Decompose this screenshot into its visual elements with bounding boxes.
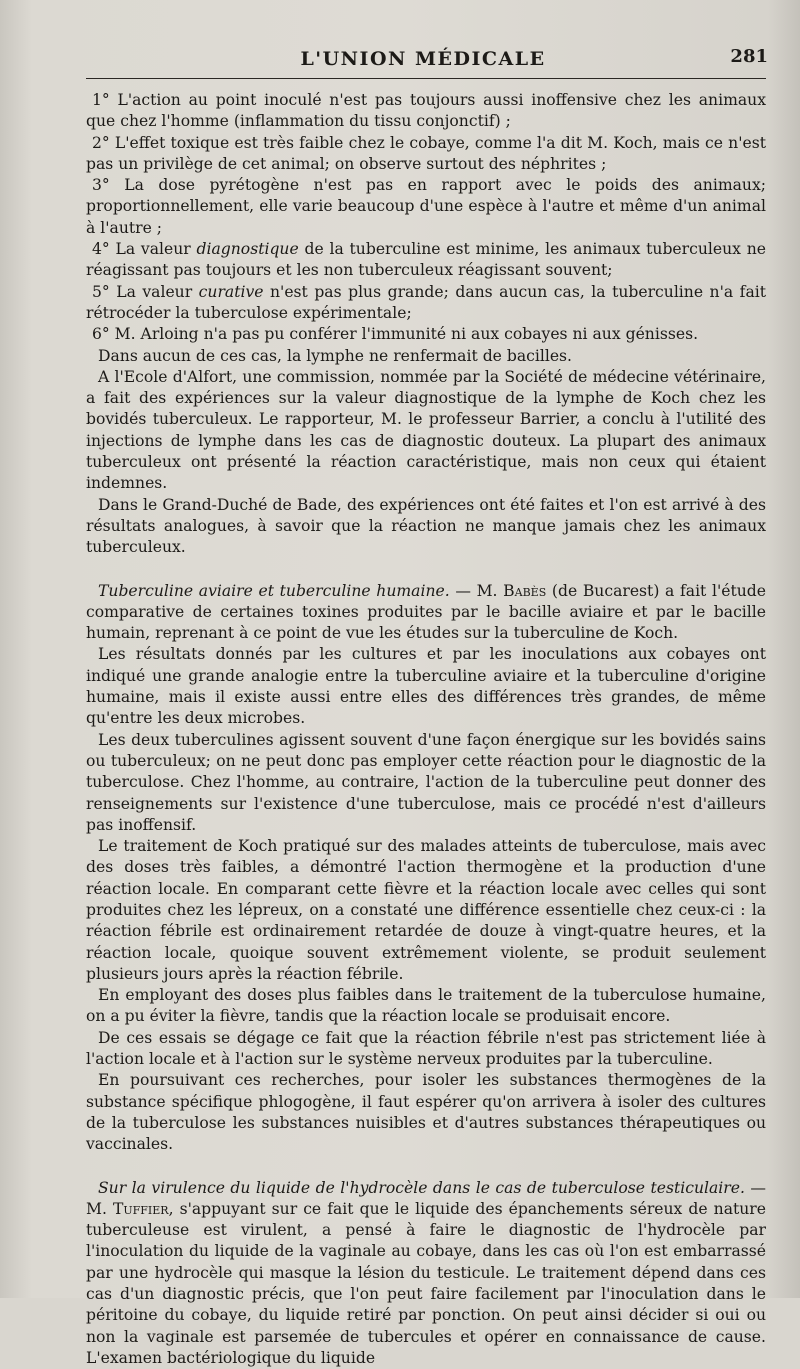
page-header (78, 44, 768, 74)
section-2-author: Tuffier (112, 1199, 169, 1218)
paragraph: Dans le Grand-Duché de Bade, des expériences ont été faites et l'on est arrivé à des résultats analogues, à savoir que la réaction ne manque jamais chez les animaux tuberculeux. (86, 495, 766, 557)
list-item-4-pre: 4° La valeur (92, 240, 197, 259)
section-2-lead (86, 1178, 766, 1369)
section-2-title: Sur la virulence du liquide de l'hydrocèle dans le cas de tuberculose testiculaire. (98, 1178, 745, 1197)
section-1-text: (de Bucarest) a fait l'étude comparative de certaines toxines produites par le bacille aviaire et par le bacille humain, reprenant à ce point de vue les études sur la tuberculine de Koch. (86, 581, 766, 643)
list-item-5-post: n'est pas plus grande; dans aucun cas, la tuberculine n'a fait rétrocéder la tuberculose expérimentale; (86, 282, 766, 322)
section-1-lead (86, 581, 766, 645)
section-2-prefix: M. (86, 1199, 113, 1218)
list-item-3: 3° La dose pyrétogène n'est pas en rapport avec le poids des animaux; proportionnellement, elle varie beaucoup d'une espèce à l'autre et même d'un animal à l'autre ; (86, 176, 766, 237)
paragraph: Dans aucun de ces cas, la lymphe ne renfermait de bacilles. (98, 346, 573, 365)
paragraph: En employant des doses plus faibles dans le traitement de la tuberculose humaine, on a pu éviter la fièvre, tandis que la réaction locale se produisait encore. (86, 986, 766, 1026)
paragraph: De ces essais se dégage ce fait que la réaction fébrile n'est pas strictement liée à l'action locale et à l'action sur le système nerveux produites par la tuberculine. (86, 1028, 766, 1069)
paragraph: Le traitement de Koch pratiqué sur des malades atteints de tuberculose, mais avec des doses très faibles, a démontré l'action thermogène et la production d'une réaction locale. En comparant cette fièvre et la réaction locale avec celles qui sont produites chez les lépreux, on a constaté une différence essentielle chez ceux-ci : la réaction fébrile est ordinairement retardée de douze à vingt-quatre heures, et la réaction locale, quoique souvent extrêmement violente, se produit seulement plusieurs jours après la réaction fébrile. (86, 837, 766, 983)
list-item-5-pre: 5° La valeur (92, 282, 199, 301)
list-item-2: 2° L'effet toxique est très faible chez le cobaye, comme l'a dit M. Koch, mais ce n'est pas un privilège de cet animal; on observe surtout des néphrites ; (86, 133, 766, 173)
article-body (86, 90, 766, 1369)
paragraph: En poursuivant ces recherches, pour isoler les substances thermogènes de la substance spécifique phlogogène, il faut espérer qu'on arrivera à isoler des cultures de la tuberculose les substances nuisibles et d'autres substances thérapeutiques ou vaccinales. (86, 1071, 766, 1154)
list-item-4-post: de la tuberculine est minime, les animaux tuberculeux ne réagissant pas toujours et les non tuberculeux réagissant souvent; (86, 240, 766, 280)
header-rule (86, 78, 766, 79)
section-1-author: Babès (503, 581, 547, 600)
list-item-6: 6° M. Arloing n'a pas pu conférer l'immunité ni aux cobayes ni aux génisses. (92, 325, 699, 344)
list-item-1: 1° L'action au point inoculé n'est pas toujours aussi inoffensive chez les animaux que chez l'homme (inflammation du tissu conjonctif) ; (86, 91, 766, 131)
section-1-dash: — M. (449, 581, 504, 600)
page-number: 281 (730, 46, 768, 67)
list-item-5 (86, 282, 766, 325)
list-item-4 (86, 239, 766, 282)
running-title: L'UNION MÉDICALE (300, 48, 546, 70)
section-2-text: , s'appuyant sur ce fait que le liquide des épanchements séreux de nature tuberculeuse est virulent, a pensé à faire le diagnostic de l'hydrocèle par l'inoculation du liquide de la vaginale au cobaye, dans les cas où l'on est embarrassé par une hydrocèle qui masque la lésion du testicule. Le traitement dépend dans ces cas d'un diagnostic précis, que l'on peut faire facilement par l'inoculation dans le péritoine du cobaye, du liquide retiré par ponction. On peut ainsi décider si oui ou non la vaginale est parsemée de tubercules et opérer en connaissance de cause. L'examen bactériologique du liquide (86, 1199, 766, 1367)
paragraph: A l'Ecole d'Alfort, une commission, nommée par la Société de médecine vétérinaire, a fait des expériences sur la valeur diagnostique de la lymphe de Koch chez les bovidés tuberculeux. Le rapporteur, M. le professeur Barrier, a conclu à l'utilité des injections de lymphe dans les cas de diagnostic douteux. La plupart des animaux tuberculeux ont présenté la réaction caractéristique, mais non ceux qui étaient indemnes. (86, 367, 766, 493)
list-item-4-emphasis: diagnostique (196, 240, 299, 259)
paragraph: Les résultats donnés par les cultures et par les inoculations aux cobayes ont indiqué une grande analogie entre la tuberculine aviaire et la tuberculine d'origine humaine, mais il existe aussi entre elles des différences très grandes, de même qu'entre les deux microbes. (86, 645, 766, 728)
paragraph: Les deux tuberculines agissent souvent d'une façon énergique sur les bovidés sains ou tuberculeux; on ne peut donc pas employer cette réaction pour le diagnostic de la tuberculose. Chez l'homme, au contraire, l'action de la tuberculine peut donner des renseignements sur l'existence d'une tuberculose, mais ce procédé n'est d'ailleurs pas inoffensif. (86, 730, 766, 834)
section-2-dash: — (744, 1178, 766, 1197)
list-item-5-emphasis: curative (198, 282, 264, 301)
section-1-title: Tuberculine aviaire et tuberculine humaine. (98, 581, 450, 600)
